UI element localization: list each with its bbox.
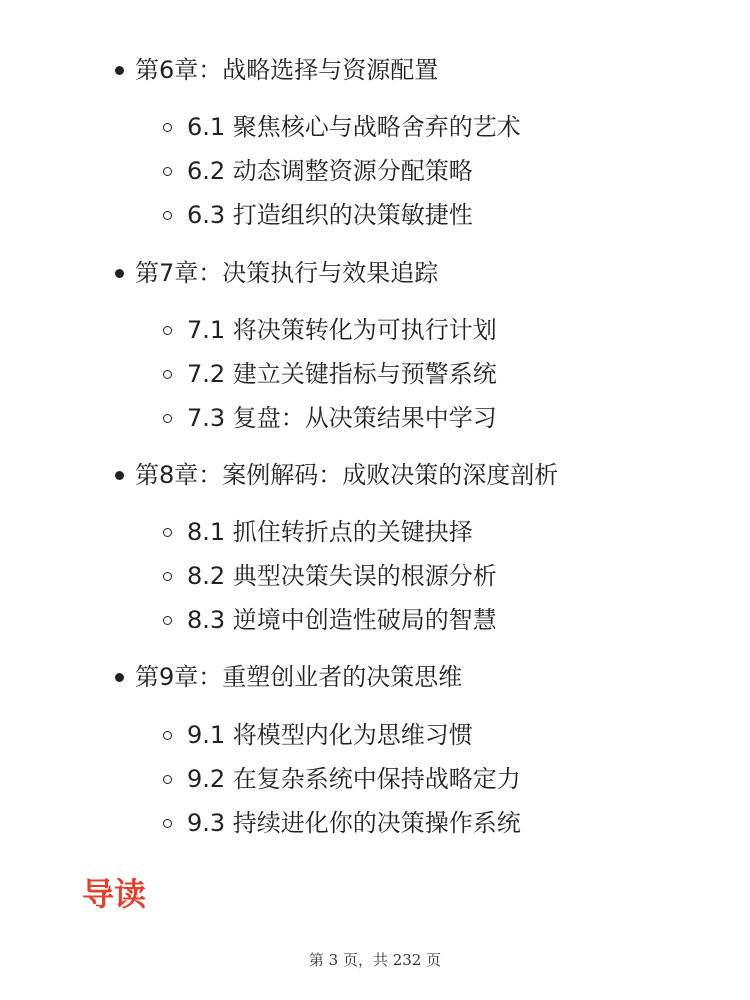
section-title: 8.3 逆境中创造性破局的智慧 [187,606,497,634]
section-9-1 [163,715,473,755]
section-title: 9.3 持续进化你的决策操作系统 [187,809,521,837]
section-8-2 [163,556,497,596]
section-title: 9.1 将模型内化为思维习惯 [187,721,473,749]
section-title: 6.1 聚焦核心与战略舍弃的艺术 [187,113,521,141]
section-8-1 [163,512,473,552]
chapter-title: 第9章：重塑创业者的决策思维 [135,663,463,691]
section-6-3 [163,195,473,235]
section-heading: 导读 [82,875,147,913]
bullet-icon [115,673,124,682]
circle-bullet-icon [163,211,172,220]
section-7-1 [163,310,497,350]
circle-bullet-icon [163,414,172,423]
bullet-icon [115,269,124,278]
circle-bullet-icon [163,326,172,335]
section-9-3 [163,803,521,843]
chapter-8 [115,455,558,495]
circle-bullet-icon [163,370,172,379]
circle-bullet-icon [163,775,172,784]
page-footer: 第 3 页，共 232 页 [308,951,442,969]
chapter-6 [115,50,438,90]
section-title: 8.2 典型决策失误的根源分析 [187,562,497,590]
section-7-3 [163,398,497,438]
section-6-1 [163,107,521,147]
chapter-7 [115,253,438,293]
circle-bullet-icon [163,572,172,581]
section-title: 7.1 将决策转化为可执行计划 [187,316,497,344]
section-6-2 [163,151,473,191]
circle-bullet-icon [163,528,172,537]
chapter-title: 第6章：战略选择与资源配置 [135,56,439,84]
circle-bullet-icon [163,167,172,176]
section-title: 6.3 打造组织的决策敏捷性 [187,201,473,229]
section-title: 6.2 动态调整资源分配策略 [187,157,473,185]
chapter-9 [115,657,462,697]
section-title: 8.1 抓住转折点的关键抉择 [187,518,473,546]
section-9-2 [163,759,521,799]
chapter-title: 第8章：案例解码：成败决策的深度剖析 [135,461,559,489]
circle-bullet-icon [163,731,172,740]
section-title: 9.2 在复杂系统中保持战略定力 [187,765,521,793]
chapter-title: 第7章：决策执行与效果追踪 [135,259,439,287]
circle-bullet-icon [163,616,172,625]
section-8-3 [163,600,497,640]
section-title: 7.3 复盘：从决策结果中学习 [187,404,497,432]
circle-bullet-icon [163,123,172,132]
bullet-icon [115,66,124,75]
bullet-icon [115,471,124,480]
section-title: 7.2 建立关键指标与预警系统 [187,360,497,388]
section-7-2 [163,354,497,394]
circle-bullet-icon [163,819,172,828]
